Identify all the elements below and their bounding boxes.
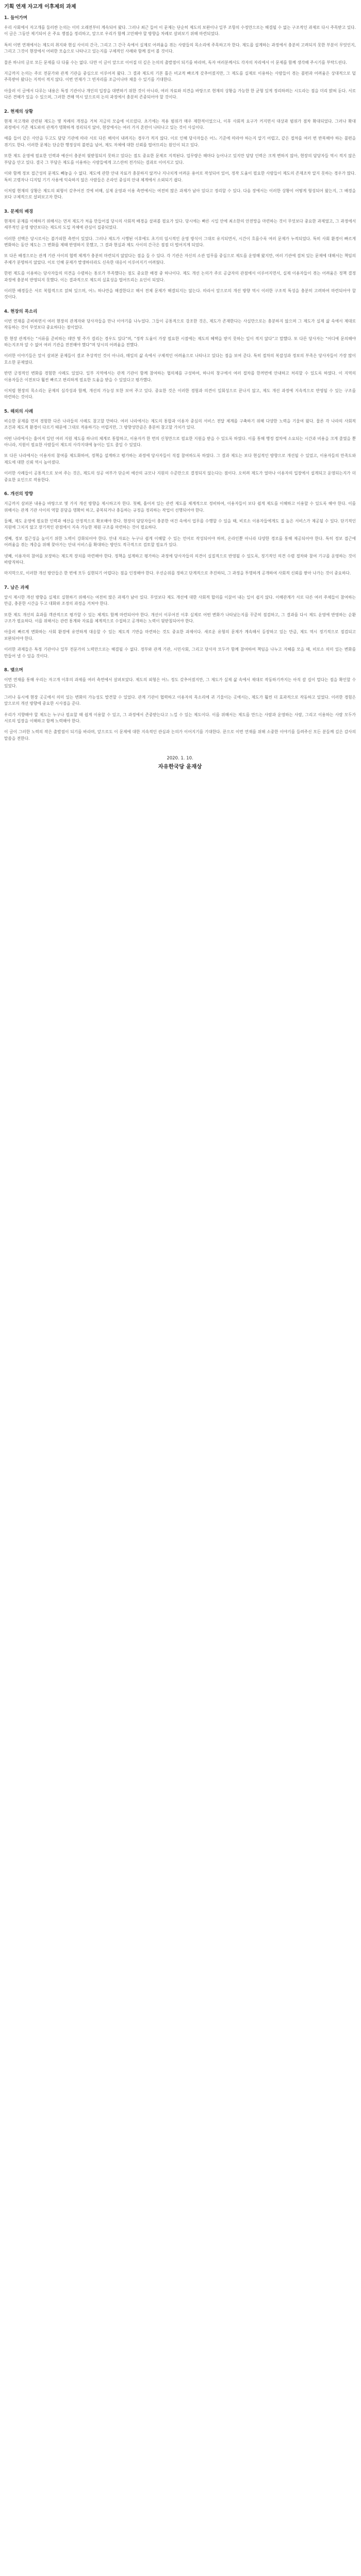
paragraph: 지금까지 논의는 주로 전문가와 관계 기관을 중심으로 이루어져 왔다. 그 결과 제도의 기본 틀은 비교적 빠르게 갖추어졌지만, 그 제도를 실제로 이용하는 사람들이 겪는 불편과 어려움은 상대적으로 덜 주목받아 왔다는 지적이 적지 않다. 이번 연재가 그 빈자리를 조금이나마 채울 수 있기를 기대한다. <box>4 71 356 82</box>
section <box>4 309 356 401</box>
paragraph: 이러한 선택은 당시로서는 불가피한 측면이 있었다. 그러나 제도가 시행된 이후에도 초기의 임시적인 운영 방식이 그대로 유지되면서, 시간이 흐를수록 여러 문제가 누적되었다. 특히 사회 환경이 빠르게 변화하는 동안 제도는 그 변화를 제때 반영하지 못했고, 그 결과 현실과 제도 사이의 간극은 점점 더 벌어지게 되었다. <box>4 236 356 247</box>
section <box>4 209 356 301</box>
paragraph: 또 다른 배경으로는 관계 기관 사이의 협력 체계가 충분히 마련되지 않았다는 점을 들 수 있다. 각 기관은 자신의 소관 업무를 중심으로 제도를 운영해 왔지만, 여러 기관에 걸쳐 있는 문제에 대해서는 책임의 주체가 분명하지 않았다. 이로 인해 문제가 발생하더라도 신속한 대응이 이루어지기 어려웠다. <box>4 253 356 265</box>
section-heading: 2. 현재의 상황 <box>4 109 34 114</box>
paragraph: 예를 들어 같은 사안을 두고도 담당 기관에 따라 서로 다른 해석이 내려지는 경우가 적지 않다. 이로 인해 당사자들은 어느 기준에 따라야 하는지 알기 어렵고, 같은 절차를 여러 번 반복해야 하는 불편을 겪기도 한다. 이러한 문제는 단순한 행정상의 불편을 넘어, 제도 자체에 대한 신뢰를 떨어뜨리는 원인이 되고 있다. <box>4 136 356 147</box>
paragraph: 비슷한 문제를 먼저 경험한 다른 나라들의 사례도 참고할 만하다. 여러 나라에서는 제도의 통합과 이용자 중심의 서비스 전달 체계를 구축하기 위해 다양한 노력을 기울여 왔다. 물론 각 나라의 사회적 조건과 제도적 환경이 다르기 때문에 그대로 적용하기는 어렵지만, 그 방향성만큼은 충분히 참고할 가치가 있다. <box>4 418 356 430</box>
paragraph: 물론 하나의 글로 모든 문제를 다 다룰 수는 없다. 다만 이 글이 앞으로 이어질 더 깊은 논의의 출발점이 되기를 바라며, 독자 여러분께서도 각자의 자리에서 이 문제를 함께 생각해 주시기를 부탁드린다. <box>4 60 347 65</box>
paragraph: 반면 긍정적인 변화를 경험한 사례도 있었다. 일부 지역에서는 관계 기관이 함께 참여하는 협의체를 구성하여, 하나의 창구에서 여러 절차를 한꺼번에 안내하고 처리할 수 있도록 하였다. 이 지역의 이용자들은 이전보다 훨씬 빠르고 편리하게 필요한 도움을 받을 수 있었다고 평가했다. <box>4 371 356 382</box>
document-title: 기획 연재 자고개 이후제의 과제 <box>4 4 76 10</box>
section-heading: 6. 개선의 방향 <box>4 492 34 497</box>
paragraph: 그러나 동시에 현장 곳곳에서 의미 있는 변화의 가능성도 발견할 수 있었다. 관계 기관이 협력하고 이용자의 목소리에 귀 기울이는 곳에서는, 제도가 훨씬 더 효과적으로 작동하고 있었다. 이러한 경험은 앞으로의 개선 방향에 중요한 시사점을 준다. <box>4 694 356 706</box>
document-body <box>4 15 356 742</box>
paragraph: 또 다른 나라에서는 이용자의 참여를 제도화하여, 정책을 설계하고 평가하는 과정에 당사자들이 직접 참여하도록 하였다. 그 결과 제도는 보다 현실적인 방향으로 개선될 수 있었고, 이용자들의 만족도와 제도에 대한 신뢰 역시 높아졌다. <box>4 453 356 465</box>
paragraph: 이처럼 현재의 상황은 제도의 외형이 갖추어진 것에 비해, 실제 운영과 이용 측면에서는 여전히 많은 과제가 남아 있다고 정리할 수 있다. 다음 장에서는 이러한 상황이 어떻게 형성되어 왔는지, 그 배경을 보다 구체적으로 살펴보고자 한다. <box>4 188 356 200</box>
paragraph: 지금까지 살펴본 내용을 바탕으로 몇 가지 개선 방향을 제시하고자 한다. 첫째, 흩어져 있는 관련 제도를 체계적으로 정비하여, 이용자들이 보다 쉽게 제도를 이해하고 이용할 수 있도록 해야 한다. 이를 위해서는 관계 기관 사이의 역할 분담을 명확히 하고, 중복되거나 충돌하는 규정을 정리하는 작업이 선행되어야 한다. <box>4 501 356 513</box>
paragraph: 이처럼 현장의 목소리는 문제의 심각성과 함께, 개선의 가능성 또한 보여 주고 있다. 중요한 것은 이러한 경험과 의견이 일회성으로 끝나지 않고, 제도 개선 과정에 지속적으로 반영될 수 있는 구조를 마련하는 것이다. <box>4 388 356 400</box>
paragraph: 셋째, 정보 접근성을 높이기 위한 노력이 강화되어야 한다. 안내 자료는 누구나 쉽게 이해할 수 있는 언어로 작성되어야 하며, 온라인뿐 아니라 다양한 경로를 통해 제공되어야 한다. 특히 정보 접근에 어려움을 겪는 계층을 위해 찾아가는 안내 서비스를 확대하는 방안도 적극적으로 검토할 필요가 있다. <box>4 536 356 548</box>
section <box>4 109 356 201</box>
paragraph: 한편 제도를 이용하는 당사자들의 의견을 수렴하는 통로가 부족했다는 점도 중요한 배경 중 하나이다. 제도 개선 논의가 주로 공급자의 관점에서 이루어지면서, 실제 이용자들이 겪는 어려움은 정책 결정 과정에 충분히 반영되지 못했다. 이는 결과적으로 제도의 실효성을 떨어뜨리는 요인이 되었다. <box>4 271 356 282</box>
paragraph: 이러한 배경들은 서로 복합적으로 얽혀 있으며, 어느 하나만을 해결한다고 해서 전체 문제가 해결되지는 않는다. 따라서 앞으로의 개선 방향 역시 이러한 구조적 특성을 충분히 고려하여 마련되어야 할 것이다. <box>4 288 356 300</box>
section-heading: 7. 남은 과제 <box>4 585 29 590</box>
paragraph: 이러한 이야기들은 앞서 살펴본 문제들이 결코 추상적인 것이 아니라, 매일의 삶 속에서 구체적인 어려움으로 나타나고 있다는 점을 보여 준다. 특히 절차의 복잡성과 정보의 부족은 당사자들이 가장 많이 호소한 문제였다. <box>4 353 356 365</box>
signature-block <box>4 755 356 771</box>
paragraph: 이와 함께 정보 접근성의 문제도 빼놓을 수 없다. 제도에 관한 안내 자료가 충분하지 않거나 지나치게 어려운 용어로 작성되어 있어, 정작 도움이 필요한 사람들이 제도의 존재조차 알지 못하는 경우가 많다. 특히 고령자나 디지털 기기 사용에 익숙하지 않은 사람들은 온라인 중심의 안내 체계에서 소외되기 쉽다. <box>4 171 356 182</box>
section <box>4 585 356 659</box>
paragraph: 특히 이번 연재에서는 제도의 취지와 현실 사이의 간극, 그리고 그 간극 속에서 실제로 어려움을 겪는 사람들의 목소리에 주목하고자 한다. 제도를 설계하는 과정에서 충분히 고려되지 못한 부분이 무엇인지, 그리고 그것이 현장에서 어떠한 모습으로 나타나고 있는지를 구체적인 사례와 함께 짚어 볼 것이다. <box>4 42 356 54</box>
paragraph: 이러한 사례들이 공통적으로 보여 주는 것은, 제도의 성공 여부가 단순히 예산의 규모나 지원의 수준만으로 결정되지 않는다는 점이다. 오히려 제도가 얼마나 이용자의 입장에서 설계되고 운영되는지가 더 중요한 요인으로 작용한다. <box>4 471 356 482</box>
paragraph: 우리 사회에서 자고개를 둘러싼 논의는 이미 오래전부터 계속되어 왔다. 그러나 최근 들어 이 문제는 단순히 제도의 보완이나 일부 조항의 수정만으로는 해결될 수 없는 구조적인 과제로 다시 주목받고 있다. 이 글은 그동안 제기되어 온 주요 쟁점을 정리하고, 앞으로 우리가 함께 고민해야 할 방향을 차례로 살펴보기 위해 마련되었다. <box>4 25 356 37</box>
paragraph: 또한 제도 개선의 효과를 객관적으로 평가할 수 있는 체계도 함께 마련되어야 한다. 개선이 이루어진 이후 실제로 어떤 변화가 나타났는지를 꾸준히 점검하고, 그 결과를 다시 제도 운영에 반영하는 순환 구조가 필요하다. 이를 위해서는 관련 통계와 자료를 체계적으로 수집하고 공개하는 노력이 뒷받침되어야 한다. <box>4 612 356 623</box>
paragraph: 이번 연재를 준비하면서 여러 현장의 관계자와 당사자들을 만나 이야기를 나누었다. 그들이 공통적으로 강조한 것은, 제도가 존재한다는 사실만으로는 충분하지 않으며 그 제도가 실제 삶 속에서 제대로 작동하는 것이 무엇보다 중요하다는 점이었다. <box>4 318 356 330</box>
section-heading: 8. 맺으며 <box>4 668 23 673</box>
signature-date: 2020. 1. 10. <box>167 756 193 761</box>
paragraph: 또한 제도 운영에 필요한 인력과 예산이 충분히 뒷받침되지 못하고 있다는 점도 중요한 문제로 지적된다. 업무량은 해마다 늘어나고 있지만 담당 인력은 크게 변하지 않아, 현장의 담당자들 역시 적지 않은 부담을 안고 있다. 결국 그 부담은 제도를 이용하는 사람들에게 고스란히 전가되는 결과로 이어지고 있다. <box>4 154 356 165</box>
section-heading: 1. 들어가며 <box>4 15 27 21</box>
paragraph: 한 현장 관계자는 “서류를 준비하는 데만 몇 주가 걸리는 경우도 있다”며, “정작 도움이 가장 필요한 시점에는 제도의 혜택을 받지 못하는 일이 적지 않다”고 말했다. 또 다른 당사자는 “어디에 문의해야 하는지조차 알 수 없어 여러 기관을 전전해야 했다”며 당시의 어려움을 전했다. <box>4 336 356 347</box>
paragraph: 둘째, 제도 운영에 필요한 인력과 예산을 안정적으로 확보해야 한다. 현장의 담당자들이 충분한 여건 속에서 업무를 수행할 수 있을 때, 비로소 이용자들에게도 질 높은 서비스가 제공될 수 있다. 단기적인 지원에 그치지 않고 장기적인 관점에서 지속 가능한 재원 구조를 마련하는 것이 필요하다. <box>4 518 356 530</box>
signature-name: 자유한국당 윤재상 <box>158 764 202 770</box>
paragraph: 이번 연재를 통해 우리는 자고개 이후의 과제를 여러 측면에서 살펴보았다. 제도의 외형은 어느 정도 갖추어졌지만, 그 제도가 실제 삶 속에서 제대로 작동하기까지는 아직 갈 길이 멀다는 점을 확인할 수 있었다. <box>4 677 356 689</box>
section-heading: 3. 문제의 배경 <box>4 209 34 214</box>
paragraph: 우리가 지향해야 할 제도는 누구나 필요할 때 쉽게 이용할 수 있고, 그 과정에서 존중받는다고 느낄 수 있는 제도이다. 이를 위해서는 제도를 만드는 사람과 운영하는 사람, 그리고 이용하는 사람 모두가 서로의 입장을 이해하고 함께 노력해야 한다. <box>4 712 356 724</box>
section <box>4 492 356 577</box>
paragraph: 아울러 빠르게 변화하는 사회 환경에 유연하게 대응할 수 있는 제도적 기반을 마련하는 것도 중요한 과제이다. 새로운 유형의 문제가 계속해서 등장하고 있는 만큼, 제도 역시 정기적으로 점검되고 보완되어야 한다. <box>4 630 356 641</box>
section <box>4 15 356 101</box>
paragraph: 넷째, 이용자의 참여를 보장하는 제도적 장치를 마련해야 한다. 정책을 설계하고 평가하는 과정에 당사자들의 의견이 실질적으로 반영될 수 있도록, 정기적인 의견 수렴 절차와 참여 기구를 운영하는 것이 바람직하다. <box>4 553 356 565</box>
section-heading: 5. 해외의 사례 <box>4 409 34 414</box>
section <box>4 409 356 483</box>
section-heading: 4. 현장의 목소리 <box>4 309 38 314</box>
paragraph: 앞서 제시한 개선 방향을 실제로 실현하기 위해서는 여전히 많은 과제가 남아 있다. 무엇보다 제도 개선에 대한 사회적 합의를 이끌어 내는 일이 쉽지 않다. 이해관계가 서로 다른 여러 주체들이 참여하는 만큼, 충분한 시간을 두고 대화와 조정의 과정을 거쳐야 한다. <box>4 595 356 606</box>
paragraph: 현재 자고개와 관련된 제도는 몇 차례의 개정을 거쳐 지금의 모습에 이르렀다. 초기에는 적용 범위가 매우 제한적이었으나, 이후 사회적 요구가 커지면서 대상과 범위가 점차 확대되었다. 그러나 확대 과정에서 기존 제도와의 관계가 명확하게 정리되지 않아, 현장에서는 여러 가지 혼란이 나타나고 있는 것이 사실이다. <box>4 118 356 130</box>
paragraph: 어떤 나라에서는 흩어져 있던 여러 지원 제도를 하나의 체계로 통합하고, 이용자가 한 번의 신청만으로 필요한 지원을 받을 수 있도록 하였다. 이를 통해 행정 절차에 소요되는 시간과 비용을 크게 줄였을 뿐 아니라, 지원이 필요한 사람들이 제도의 사각지대에 놓이는 일도 줄일 수 있었다. <box>4 436 356 448</box>
paragraph: 아울러 이 글에서 다루는 내용은 특정 기관이나 개인의 입장을 대변하기 위한 것이 아니라, 여러 자료와 의견을 바탕으로 현재의 상황을 가능한 한 균형 있게 정리하려는 시도라는 점을 미리 밝혀 둔다. 서로 다른 견해가 있을 수 있으며, 그러한 견해 역시 앞으로의 논의 과정에서 충분히 존중되어야 할 것이다. <box>4 88 356 100</box>
paragraph: 이러한 과제들은 특정 기관이나 일부 전문가의 노력만으로는 해결될 수 없다. 정부와 관계 기관, 시민사회, 그리고 당사자 모두가 함께 참여하여 책임을 나누고 지혜를 모을 때, 비로소 의미 있는 변화를 만들어 낼 수 있을 것이다. <box>4 647 356 658</box>
paragraph: 이 글이 그러한 노력의 작은 출발점이 되기를 바라며, 앞으로도 이 문제에 대한 지속적인 관심과 논의가 이어지기를 기대한다. 끝으로 이번 연재를 위해 소중한 이야기를 들려주신 모든 분들께 깊은 감사의 말씀을 전한다. <box>4 730 356 741</box>
paragraph: 마지막으로, 이러한 개선 방안들은 한 번에 모두 실현되기 어렵다는 점을 인정해야 한다. 우선순위를 정하고 단계적으로 추진하되, 그 과정을 투명하게 공개하여 사회적 신뢰를 쌓아 나가는 것이 중요하다. <box>4 571 351 576</box>
section <box>4 668 356 742</box>
paragraph: 현재의 문제를 이해하기 위해서는 먼저 제도가 처음 만들어질 당시의 사회적 배경을 살펴볼 필요가 있다. 당시에는 빠른 시일 안에 최소한의 안전망을 마련하는 것이 무엇보다 중요한 과제였고, 그 과정에서 세부적인 운영 방안보다는 제도의 도입 자체에 관심이 집중되었다. <box>4 218 356 230</box>
